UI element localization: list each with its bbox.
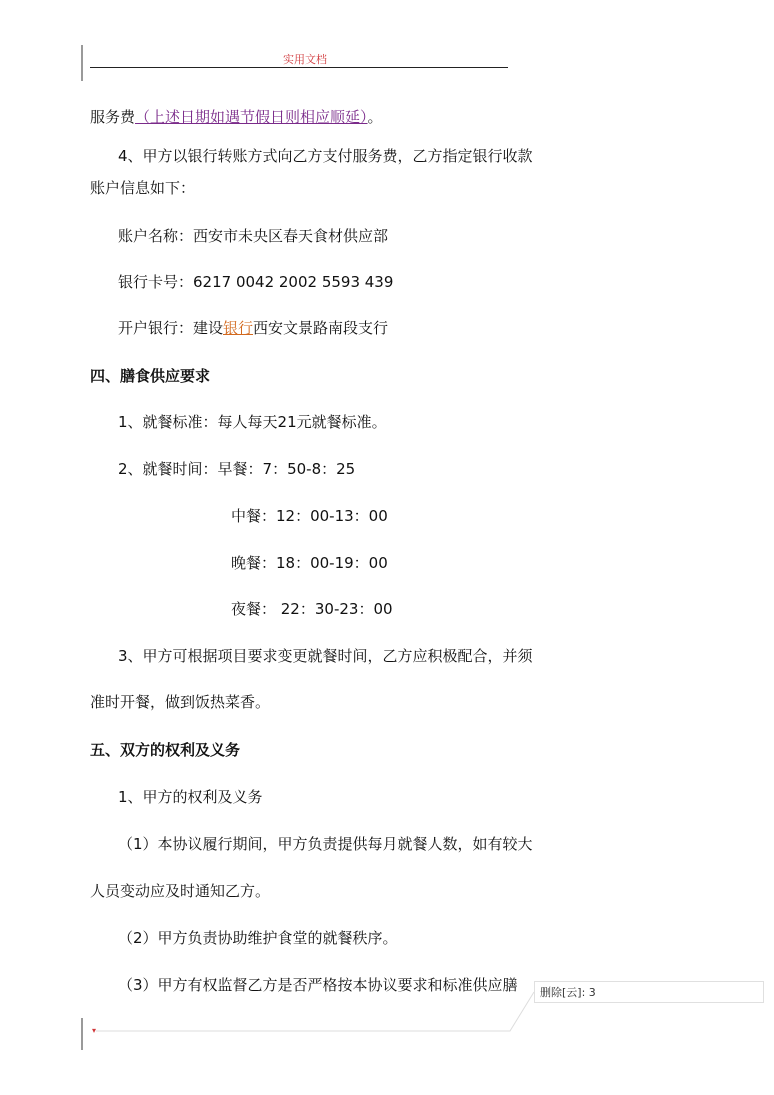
bank-prefix: 开户银行：建设 bbox=[118, 319, 224, 337]
paragraph-change-time-line1: 3、甲方可根据项目要求变更就餐时间，乙方应积极配合，并须 bbox=[118, 647, 533, 665]
page-header-title: 实用文档 bbox=[283, 53, 327, 66]
bank-link[interactable]: 银行 bbox=[223, 319, 254, 337]
tracked-insertion[interactable]: （上述日期如遇节假日则相应顺延） bbox=[135, 108, 368, 126]
bank-name bbox=[118, 318, 388, 338]
meal-time-dinner: 晚餐：18：00-19：00 bbox=[231, 554, 388, 572]
section-heading-5: 五、双方的权利及义务 bbox=[90, 741, 241, 759]
meal-time-lunch: 中餐：12：00-13：00 bbox=[231, 507, 388, 525]
meal-standard: 1、就餐标准：每人每天21元就餐标准。 bbox=[118, 413, 387, 431]
meal-time-breakfast: 2、就餐时间：早餐：7：50-8：25 bbox=[118, 460, 356, 478]
period: 。 bbox=[367, 108, 383, 126]
meal-time-night: 夜餐： 22：30-23：00 bbox=[231, 600, 393, 618]
paragraph-payment-line2: 账户信息如下： bbox=[90, 179, 196, 197]
bottom-margin-marker bbox=[81, 1018, 83, 1050]
bank-suffix: 西安文景路南段支行 bbox=[253, 319, 389, 337]
right-1-line2: 人员变动应及时通知乙方。 bbox=[90, 882, 271, 900]
account-number: 银行卡号：6217 0042 2002 5593 439 bbox=[118, 273, 394, 291]
party-a-rights-title: 1、甲方的权利及义务 bbox=[118, 788, 263, 806]
top-margin-marker bbox=[81, 45, 83, 81]
right-1-line1: （1）本协议履行期间，甲方负责提供每月就餐人数，如有较大 bbox=[118, 835, 533, 853]
right-2: （2）甲方负责协助维护食堂的就餐秩序。 bbox=[118, 929, 398, 947]
header-rule bbox=[90, 67, 508, 68]
revision-marker-icon: ▾ bbox=[92, 1026, 97, 1035]
right-3: （3）甲方有权监督乙方是否严格按本协议要求和标准供应膳 bbox=[118, 976, 518, 994]
account-name: 账户名称：西安市未央区春天食材供应部 bbox=[118, 227, 389, 245]
revision-comment[interactable]: 删除[云]: 3 bbox=[534, 981, 764, 1003]
section-heading-4: 四、膳食供应要求 bbox=[90, 367, 211, 385]
paragraph-change-time-line2: 准时开餐，做到饭热菜香。 bbox=[90, 693, 271, 711]
paragraph-payment-line1: 4、甲方以银行转账方式向乙方支付服务费，乙方指定银行收款 bbox=[118, 147, 533, 165]
service-fee-text: 服务费 bbox=[90, 108, 136, 126]
comment-connector-line bbox=[96, 992, 534, 1031]
paragraph-service-fee bbox=[90, 107, 383, 127]
